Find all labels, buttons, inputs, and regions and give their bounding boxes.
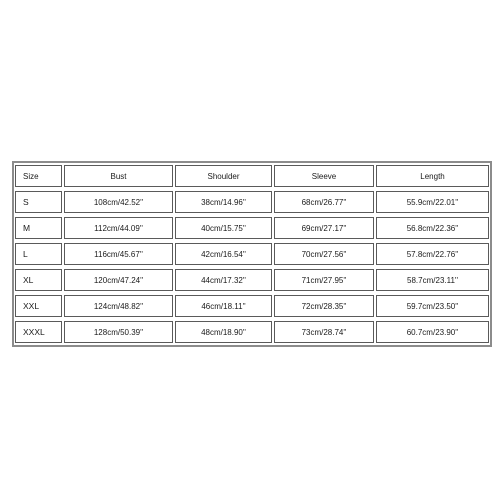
header-sleeve: Sleeve	[274, 165, 374, 187]
bust-cell: 108cm/42.52''	[64, 191, 173, 213]
size-cell: XXL	[15, 295, 62, 317]
sleeve-cell: 70cm/27.56''	[274, 243, 374, 265]
shoulder-cell: 48cm/18.90''	[175, 321, 272, 343]
header-shoulder: Shoulder	[175, 165, 272, 187]
shoulder-cell: 40cm/15.75''	[175, 217, 272, 239]
size-cell: XXXL	[15, 321, 62, 343]
table-row	[13, 267, 491, 293]
shoulder-cell: 38cm/14.96''	[175, 191, 272, 213]
length-cell: 59.7cm/23.50''	[376, 295, 489, 317]
sleeve-cell: 72cm/28.35''	[274, 295, 374, 317]
header-size: Size	[15, 165, 62, 187]
sleeve-cell: 68cm/26.77''	[274, 191, 374, 213]
length-cell: 57.8cm/22.76''	[376, 243, 489, 265]
header-length: Length	[376, 165, 489, 187]
bust-cell: 120cm/47.24''	[64, 269, 173, 291]
size-cell: L	[15, 243, 62, 265]
sleeve-cell: 69cm/27.17''	[274, 217, 374, 239]
bust-cell: 116cm/45.67''	[64, 243, 173, 265]
bust-cell: 112cm/44.09''	[64, 217, 173, 239]
table-row	[13, 319, 491, 346]
bust-cell: 124cm/48.82''	[64, 295, 173, 317]
length-cell: 55.9cm/22.01''	[376, 191, 489, 213]
size-cell: XL	[15, 269, 62, 291]
table-row	[13, 189, 491, 215]
table-row	[13, 241, 491, 267]
sleeve-cell: 71cm/27.95''	[274, 269, 374, 291]
length-cell: 58.7cm/23.11''	[376, 269, 489, 291]
bust-cell: 128cm/50.39''	[64, 321, 173, 343]
shoulder-cell: 46cm/18.11''	[175, 295, 272, 317]
sleeve-cell: 73cm/28.74''	[274, 321, 374, 343]
length-cell: 60.7cm/23.90''	[376, 321, 489, 343]
size-cell: S	[15, 191, 62, 213]
header-bust: Bust	[64, 165, 173, 187]
shoulder-cell: 42cm/16.54''	[175, 243, 272, 265]
shoulder-cell: 44cm/17.32''	[175, 269, 272, 291]
size-chart-table	[12, 161, 492, 347]
size-cell: M	[15, 217, 62, 239]
table-header-row	[13, 162, 491, 189]
length-cell: 56.8cm/22.36''	[376, 217, 489, 239]
table-row	[13, 293, 491, 319]
table-row	[13, 215, 491, 241]
